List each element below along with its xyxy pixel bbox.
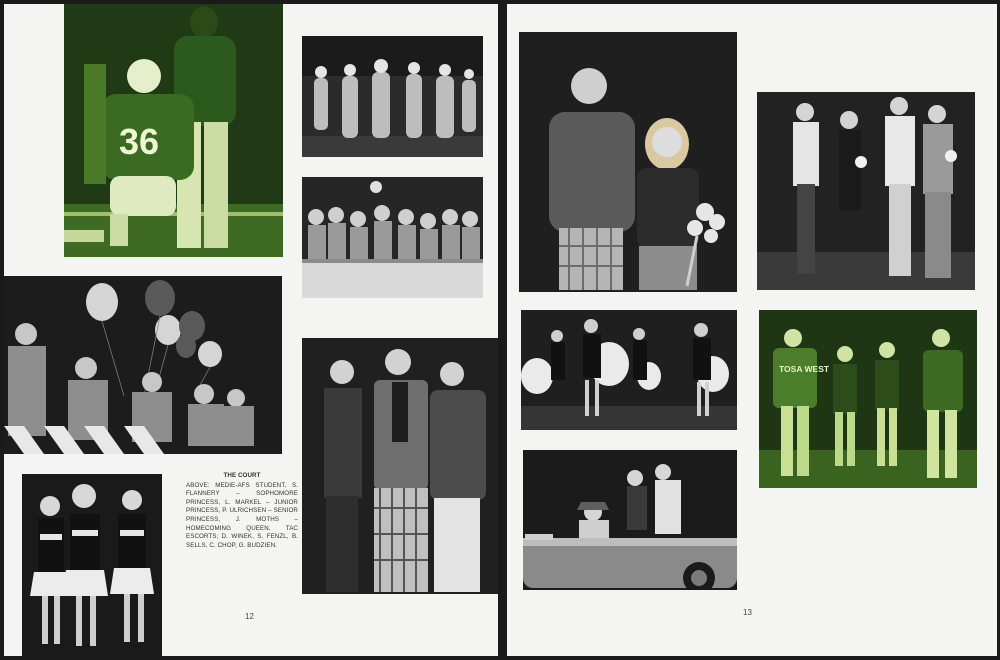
- page-number-left: 12: [245, 612, 254, 621]
- caption-body: ABOVE: MEDIE-AFS STUDENT, S. FLANNERY – SOPHOMORE PRINCESS, L. MARKEL – JUNIOR PRINCESS, P. ULRICHSEN – SENIOR PRINCESS, J. MOTHS – HOMECOMING QUEEN. TAC ESCORTS; D. WINEK, S. FENZL, B. SELLS, C. CHOP, G. BUDZIEN.: [186, 481, 298, 549]
- page-number-right: 13: [743, 608, 752, 617]
- court-caption: [186, 472, 298, 550]
- left-page: [4, 4, 498, 656]
- parade-car-photo: [523, 450, 737, 590]
- balloons-court-photo: [4, 276, 282, 454]
- caption-title: THE COURT: [223, 472, 261, 479]
- tosa-west-photo: [759, 310, 977, 488]
- right-page: [507, 4, 997, 656]
- jacket-text: TOSA WEST: [779, 364, 830, 374]
- court-lineup-photo: [757, 92, 975, 290]
- queen-escort-photo: [519, 32, 737, 292]
- pom-pom-girls-photo: [521, 310, 737, 430]
- jersey-number: 36: [119, 121, 160, 162]
- crowd-walking-photo: [302, 36, 483, 157]
- escorts-photo: [302, 338, 498, 594]
- stands-crowd-photo: [302, 177, 483, 298]
- football-player-photo: [64, 4, 283, 257]
- cheerleaders-photo: [22, 474, 162, 656]
